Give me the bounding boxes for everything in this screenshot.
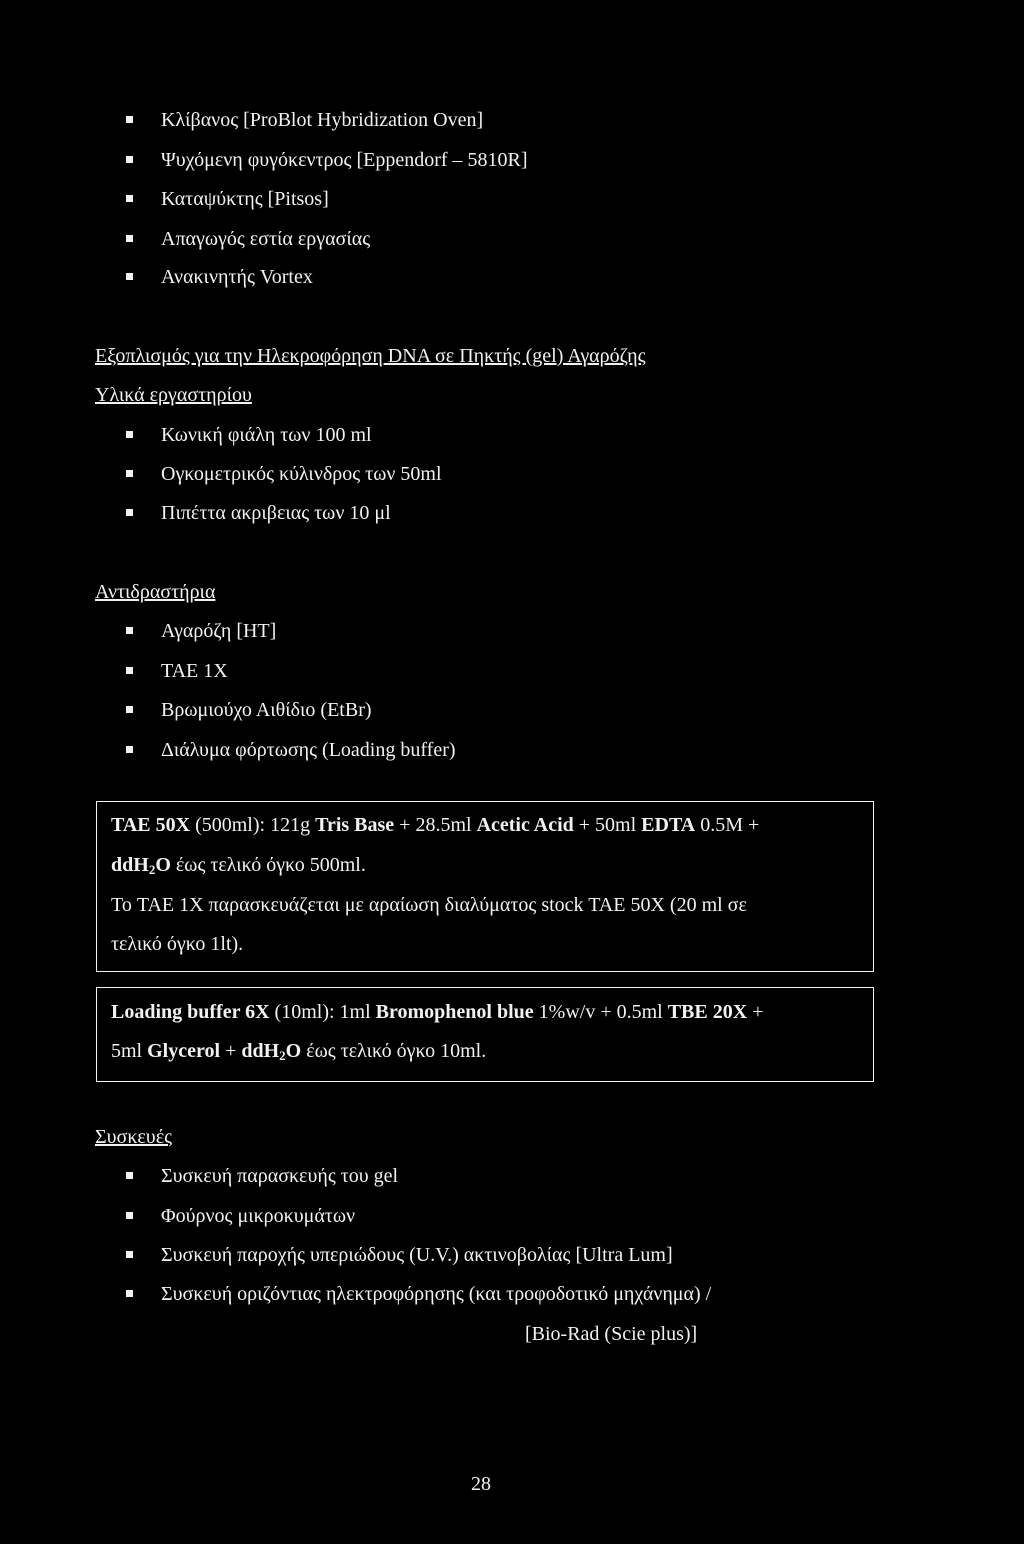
bullet-icon: [126, 667, 133, 674]
bullet-icon: [126, 431, 133, 438]
bullet-icon: [126, 706, 133, 713]
recipe-line: τελικό όγκο 1lt).: [111, 933, 244, 955]
section-heading-reagents: Αντιδραστήρια: [95, 581, 216, 603]
recipe-line: ddH$_2$O έως τελικό όγκο 500ml.: [111, 854, 366, 877]
section-heading-lab-materials: Υλικά εργαστηρίου: [95, 384, 252, 406]
bullet-icon: [126, 1290, 133, 1297]
list-item-continuation: [Bio-Rad (Scie plus)]: [525, 1323, 698, 1345]
page-number: 28: [471, 1473, 491, 1495]
bullet-icon: [126, 116, 133, 123]
section-heading-equipment: Εξοπλισμός για την Ηλεκροφόρηση DNA σε Πηκτής (gel) Αγαρόζης: [95, 345, 646, 367]
bullet-icon: [126, 1172, 133, 1179]
section-heading-devices: Συσκευές: [95, 1126, 173, 1148]
bullet-icon: [126, 746, 133, 753]
bullet-icon: [126, 1212, 133, 1219]
loading-buffer-recipe-box: [96, 987, 874, 1082]
bullet-icon: [126, 627, 133, 634]
bullet-icon: [126, 273, 133, 280]
bullet-icon: [126, 1251, 133, 1258]
recipe-line: 5ml Glycerol + ddH$_2$O έως τελικό όγκο 10ml.: [111, 1040, 487, 1063]
recipe-line: Loading buffer 6X (10ml): 1ml Bromophenol blue 1%w/v + 0.5ml TBE 20X +: [111, 1001, 764, 1023]
bullet-icon: [126, 470, 133, 477]
bullet-icon: [126, 195, 133, 202]
bullet-icon: [126, 156, 133, 163]
recipe-line: Το TAE 1X παρασκευάζεται με αραίωση διαλύματος stock TAE 50X (20 ml σε: [111, 894, 747, 916]
tae-recipe-box: [96, 801, 874, 972]
recipe-line: TAE 50X (500ml): 121g Tris Base + 28.5ml Acetic Acid + 50ml EDTA 0.5M +: [111, 814, 760, 836]
bullet-icon: [126, 509, 133, 516]
bullet-icon: [126, 235, 133, 242]
